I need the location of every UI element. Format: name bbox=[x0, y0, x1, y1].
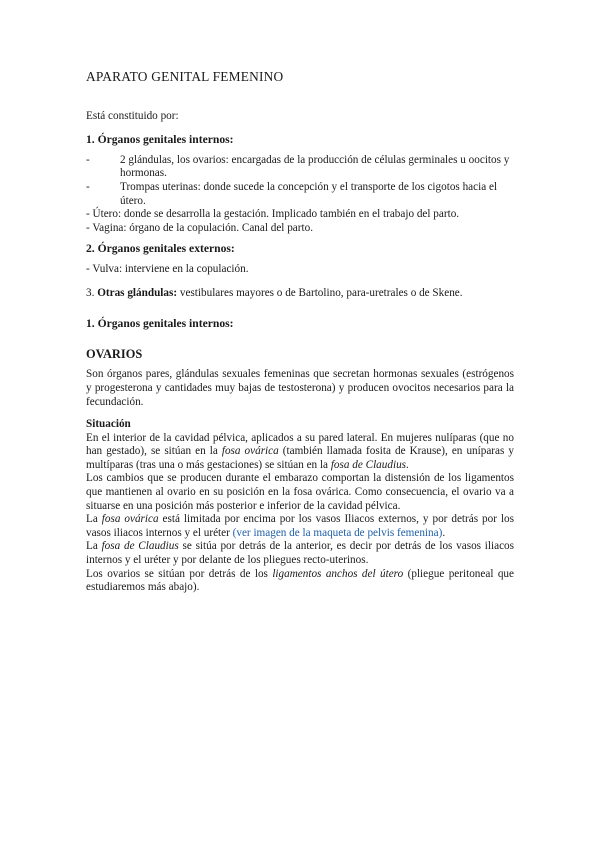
document-title: APARATO GENITAL FEMENINO bbox=[86, 69, 284, 84]
section1-heading: 1. Órganos genitales internos: bbox=[86, 133, 234, 147]
list-item bbox=[86, 181, 514, 208]
situacion-paragraph-1: En el interior de la cavidad pélvica, aplicados a su pared lateral. En mujeres nulíparas (que no han gestado), se sitúan en la fosa ovárica (también llamada fosita de Krause), en uníparas y multíparas (tras una o más gestaciones) se sitúan en la fosa de Claudius. bbox=[86, 431, 514, 471]
document-page bbox=[86, 70, 514, 595]
list-dash: - bbox=[86, 180, 90, 193]
section3-text: vestibulares mayores o de Bartolino, para-uretrales o de Skene. bbox=[179, 286, 463, 299]
ovarios-description: Son órganos pares, glándulas sexuales femeninas que secretan hormonas sexuales (estrógenos y progesterona y cantidades muy bajas de testosterona) y producen ovocitos necesarios para la fecundación. bbox=[86, 368, 514, 408]
list-item: - Útero: donde se desarrolla la gestación. Implicado también en el trabajo del parto. bbox=[86, 208, 460, 221]
list-item bbox=[86, 154, 514, 181]
ovarios-heading: OVARIOS bbox=[86, 346, 143, 361]
situacion-paragraph-4: La fosa de Claudius se sitúa por detrás de la anterior, es decir por detrás de los vasos iliacos internos y el uréter y por delante de los pliegues recto-uterinos. bbox=[86, 540, 514, 567]
list-text: Trompas uterinas: donde sucede la concepción y el transporte de los cigotos hacia el útero. bbox=[120, 180, 498, 207]
situacion-paragraph-3: La fosa ovárica está limitada por encima por los vasos Iliacos externos, y por detrás por los vasos iliacos internos y el uréter (ver imagen de la maqueta de pelvis femenina). bbox=[86, 513, 514, 539]
situacion-paragraph-2: Los cambios que se producen durante el embarazo comportan la distensión de los ligamentos que mantienen al ovario en su posición en la fosa ovárica. Como consecuencia, el ovario va a situarse en una posición más posterior e inferior de la cavidad pélvica. bbox=[86, 472, 514, 512]
maqueta-pelvis-link[interactable]: (ver imagen de la maqueta de pelvis femenina) bbox=[232, 526, 443, 539]
section3-line bbox=[86, 287, 514, 301]
section3-number: 3. bbox=[86, 286, 95, 299]
situacion-heading: Situación bbox=[86, 418, 131, 431]
situacion-paragraph-5: Los ovarios se sitúan por detrás de los ligamentos anchos del útero (pliegue peritoneal que estudiaremos más abajo). bbox=[86, 567, 514, 594]
list-dash: - bbox=[86, 153, 90, 166]
list-item: - Vulva: interviene en la copulación. bbox=[86, 262, 249, 275]
list-text: 2 glándulas, los ovarios: encargadas de la producción de células germinales u oocitos y hormonas. bbox=[120, 153, 510, 180]
list-item: - Vagina: órgano de la copulación. Canal del parto. bbox=[86, 221, 313, 234]
section3-heading: Otras glándulas: bbox=[97, 286, 178, 299]
section4-heading: 1. Órganos genitales internos: bbox=[86, 317, 234, 331]
intro-text: Está constituido por: bbox=[86, 109, 179, 122]
section2-heading: 2. Órganos genitales externos: bbox=[86, 242, 235, 256]
